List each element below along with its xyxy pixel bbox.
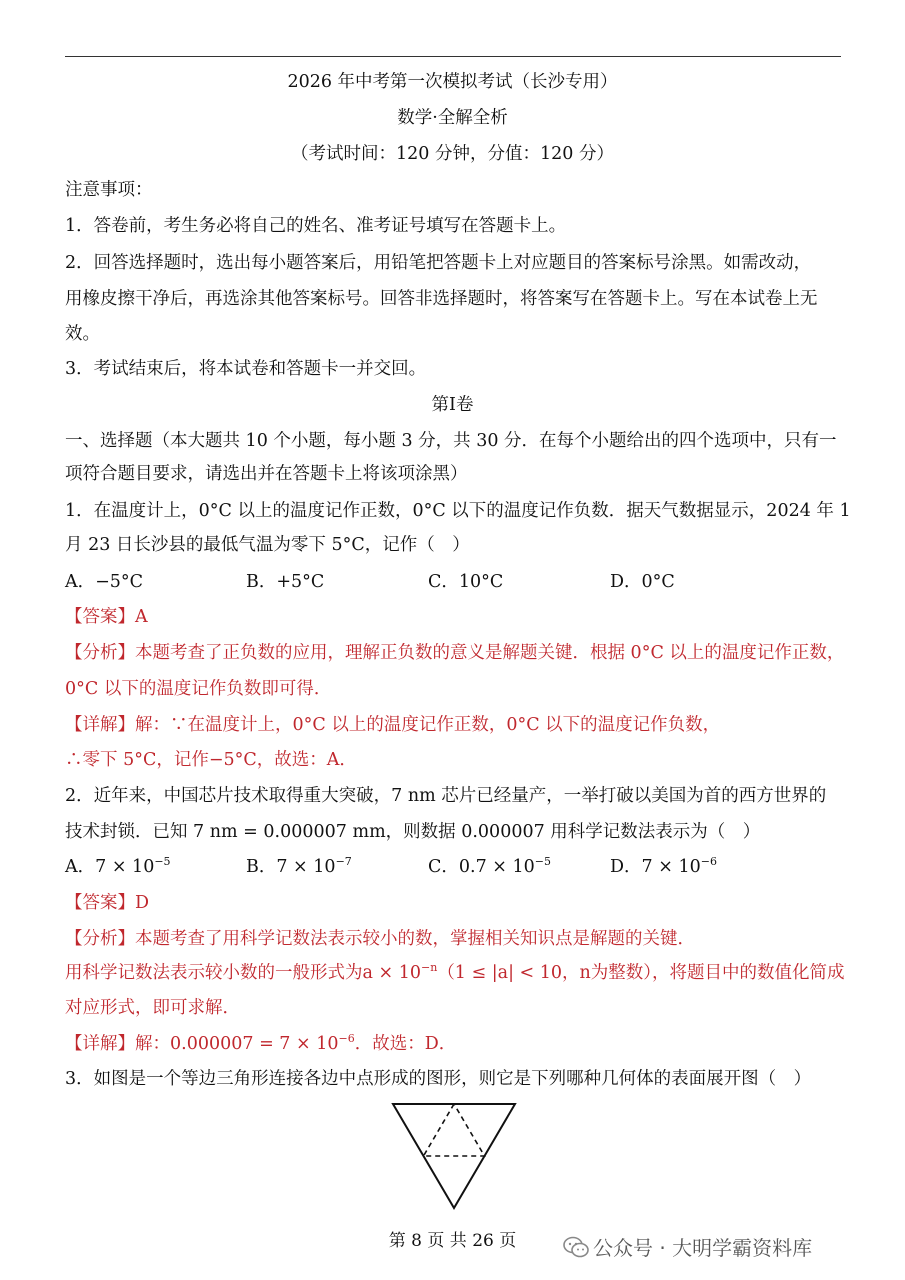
section-instructions: 项符合题目要求，请选出并在答题卡上将该项涂黑）: [65, 464, 468, 484]
q2-option-d: D．$7 \times 10^{-6}$: [610, 855, 717, 877]
section-instructions: 一、选择题（本大题共 10 个小题，每小题 3 分，共 30 分．在每个小题给出的四个选项中，只有一: [65, 431, 837, 451]
exam-title: 2026 年中考第一次模拟考试（长沙专用）: [287, 72, 618, 92]
q2-option-a: A．$7 \times 10^{-5}$: [65, 855, 171, 877]
q1-answer: [65, 606, 148, 628]
q2-option-b: B．$7 \times 10^{-7}$: [246, 855, 352, 877]
q2-analysis: [65, 928, 695, 950]
notice-line: 效。: [65, 324, 100, 344]
exam-info: （考试时间：120 分钟，分值：120 分）: [291, 144, 614, 164]
q2-option-c: C．$0.7 \times 10^{-5}$: [428, 855, 551, 877]
watermark: [563, 1232, 812, 1263]
detail-label: 【详解】: [65, 715, 135, 735]
analysis-label: 【分析】: [65, 643, 135, 663]
q1-analysis: [65, 642, 844, 664]
q3-triangle-figure: [385, 1098, 525, 1213]
analysis-text: 本题考查了用科学记数法表示较小的数，掌握相关知识点是解题的关键．: [135, 929, 695, 949]
q2-answer: [65, 892, 149, 914]
q2-analysis: 对应形式，即可求解．: [65, 998, 240, 1018]
q1-option-b: B．+5°C: [246, 572, 325, 592]
header-rule: [65, 56, 841, 57]
exam-subtitle: 数学·全解全析: [397, 108, 508, 128]
volume-title: 第Ⅰ卷: [431, 395, 474, 415]
q2-detail: 【详解】解：$0.000007 = 7 \times 10^{-6}$．故选：D．: [65, 1032, 457, 1054]
watermark-text: 公众号 · 大明学霸资料库: [593, 1236, 813, 1260]
answer-value: A: [135, 607, 148, 627]
answer-value: D: [135, 893, 150, 913]
analysis-label: 【分析】: [65, 929, 135, 949]
analysis-text: 本题考查了正负数的应用，理解正负数的意义是解题关键．根据 0°C 以上的温度记作正数，: [135, 643, 845, 663]
notice-line: 1．答卷前，考生务必将自己的姓名、准考证号填写在答题卡上。: [65, 216, 567, 236]
answer-label: 【答案】: [65, 893, 135, 913]
page-footer: 第 8 页 共 26 页: [388, 1231, 517, 1251]
notice-line: 2．回答选择题时，选出每小题答案后，用铅笔把答题卡上对应题目的答案标号涂黑。如需改动，: [65, 253, 812, 273]
q1-option-a: A．−5°C: [65, 572, 144, 592]
answer-label: 【答案】: [65, 607, 135, 627]
q1-stem: 1．在温度计上，0°C 以上的温度记作正数，0°C 以下的温度记作负数．据天气数据显示，2024 年 1: [65, 501, 851, 521]
q3-stem: 3．如图是一个等边三角形连接各边中点形成的图形，则它是下列哪种几何体的表面展开图（ ）: [65, 1069, 812, 1089]
detail-label: 【详解】: [65, 1034, 135, 1054]
notice-line: 用橡皮擦干净后，再选涂其他答案标号。回答非选择题时，将答案写在答题卡上。写在本试卷上无: [65, 289, 818, 309]
q1-detail: [65, 714, 720, 736]
midpoint-lines: [424, 1104, 485, 1156]
q1-stem: 月 23 日长沙县的最低气温为零下 5°C，记作（ ）: [65, 535, 470, 555]
q1-option-c: C．10°C: [428, 572, 504, 592]
notice-heading: 注意事项：: [65, 180, 153, 200]
q2-stem: 技术封锁．已知 7 nm = 0.000007 mm，则数据 0.000007 用科学记数法表示为（ ）: [65, 822, 761, 842]
q2-analysis: 用科学记数法表示较小数的一般形式为$a \times 10^{-n}(1 \le |a| < 10$，n为整数），将题目中的数值化简成: [65, 961, 845, 983]
q1-analysis: 0°C 以下的温度记作负数即可得．: [65, 679, 332, 699]
notice-line: 3．考试结束后，将本试卷和答题卡一并交回。: [65, 359, 427, 379]
detail-text: 解：∵在温度计上，0°C 以上的温度记作正数，0°C 以下的温度记作负数，: [135, 715, 721, 735]
q1-option-d: D．0°C: [610, 572, 675, 592]
q2-stem: 2．近年来，中国芯片技术取得重大突破，7 nm 芯片已经量产，一举打破以美国为首的西方世界的: [65, 786, 827, 806]
wechat-icon: [563, 1236, 589, 1263]
q1-detail: ∴零下 5°C，记作−5°C，故选：A．: [65, 750, 357, 770]
